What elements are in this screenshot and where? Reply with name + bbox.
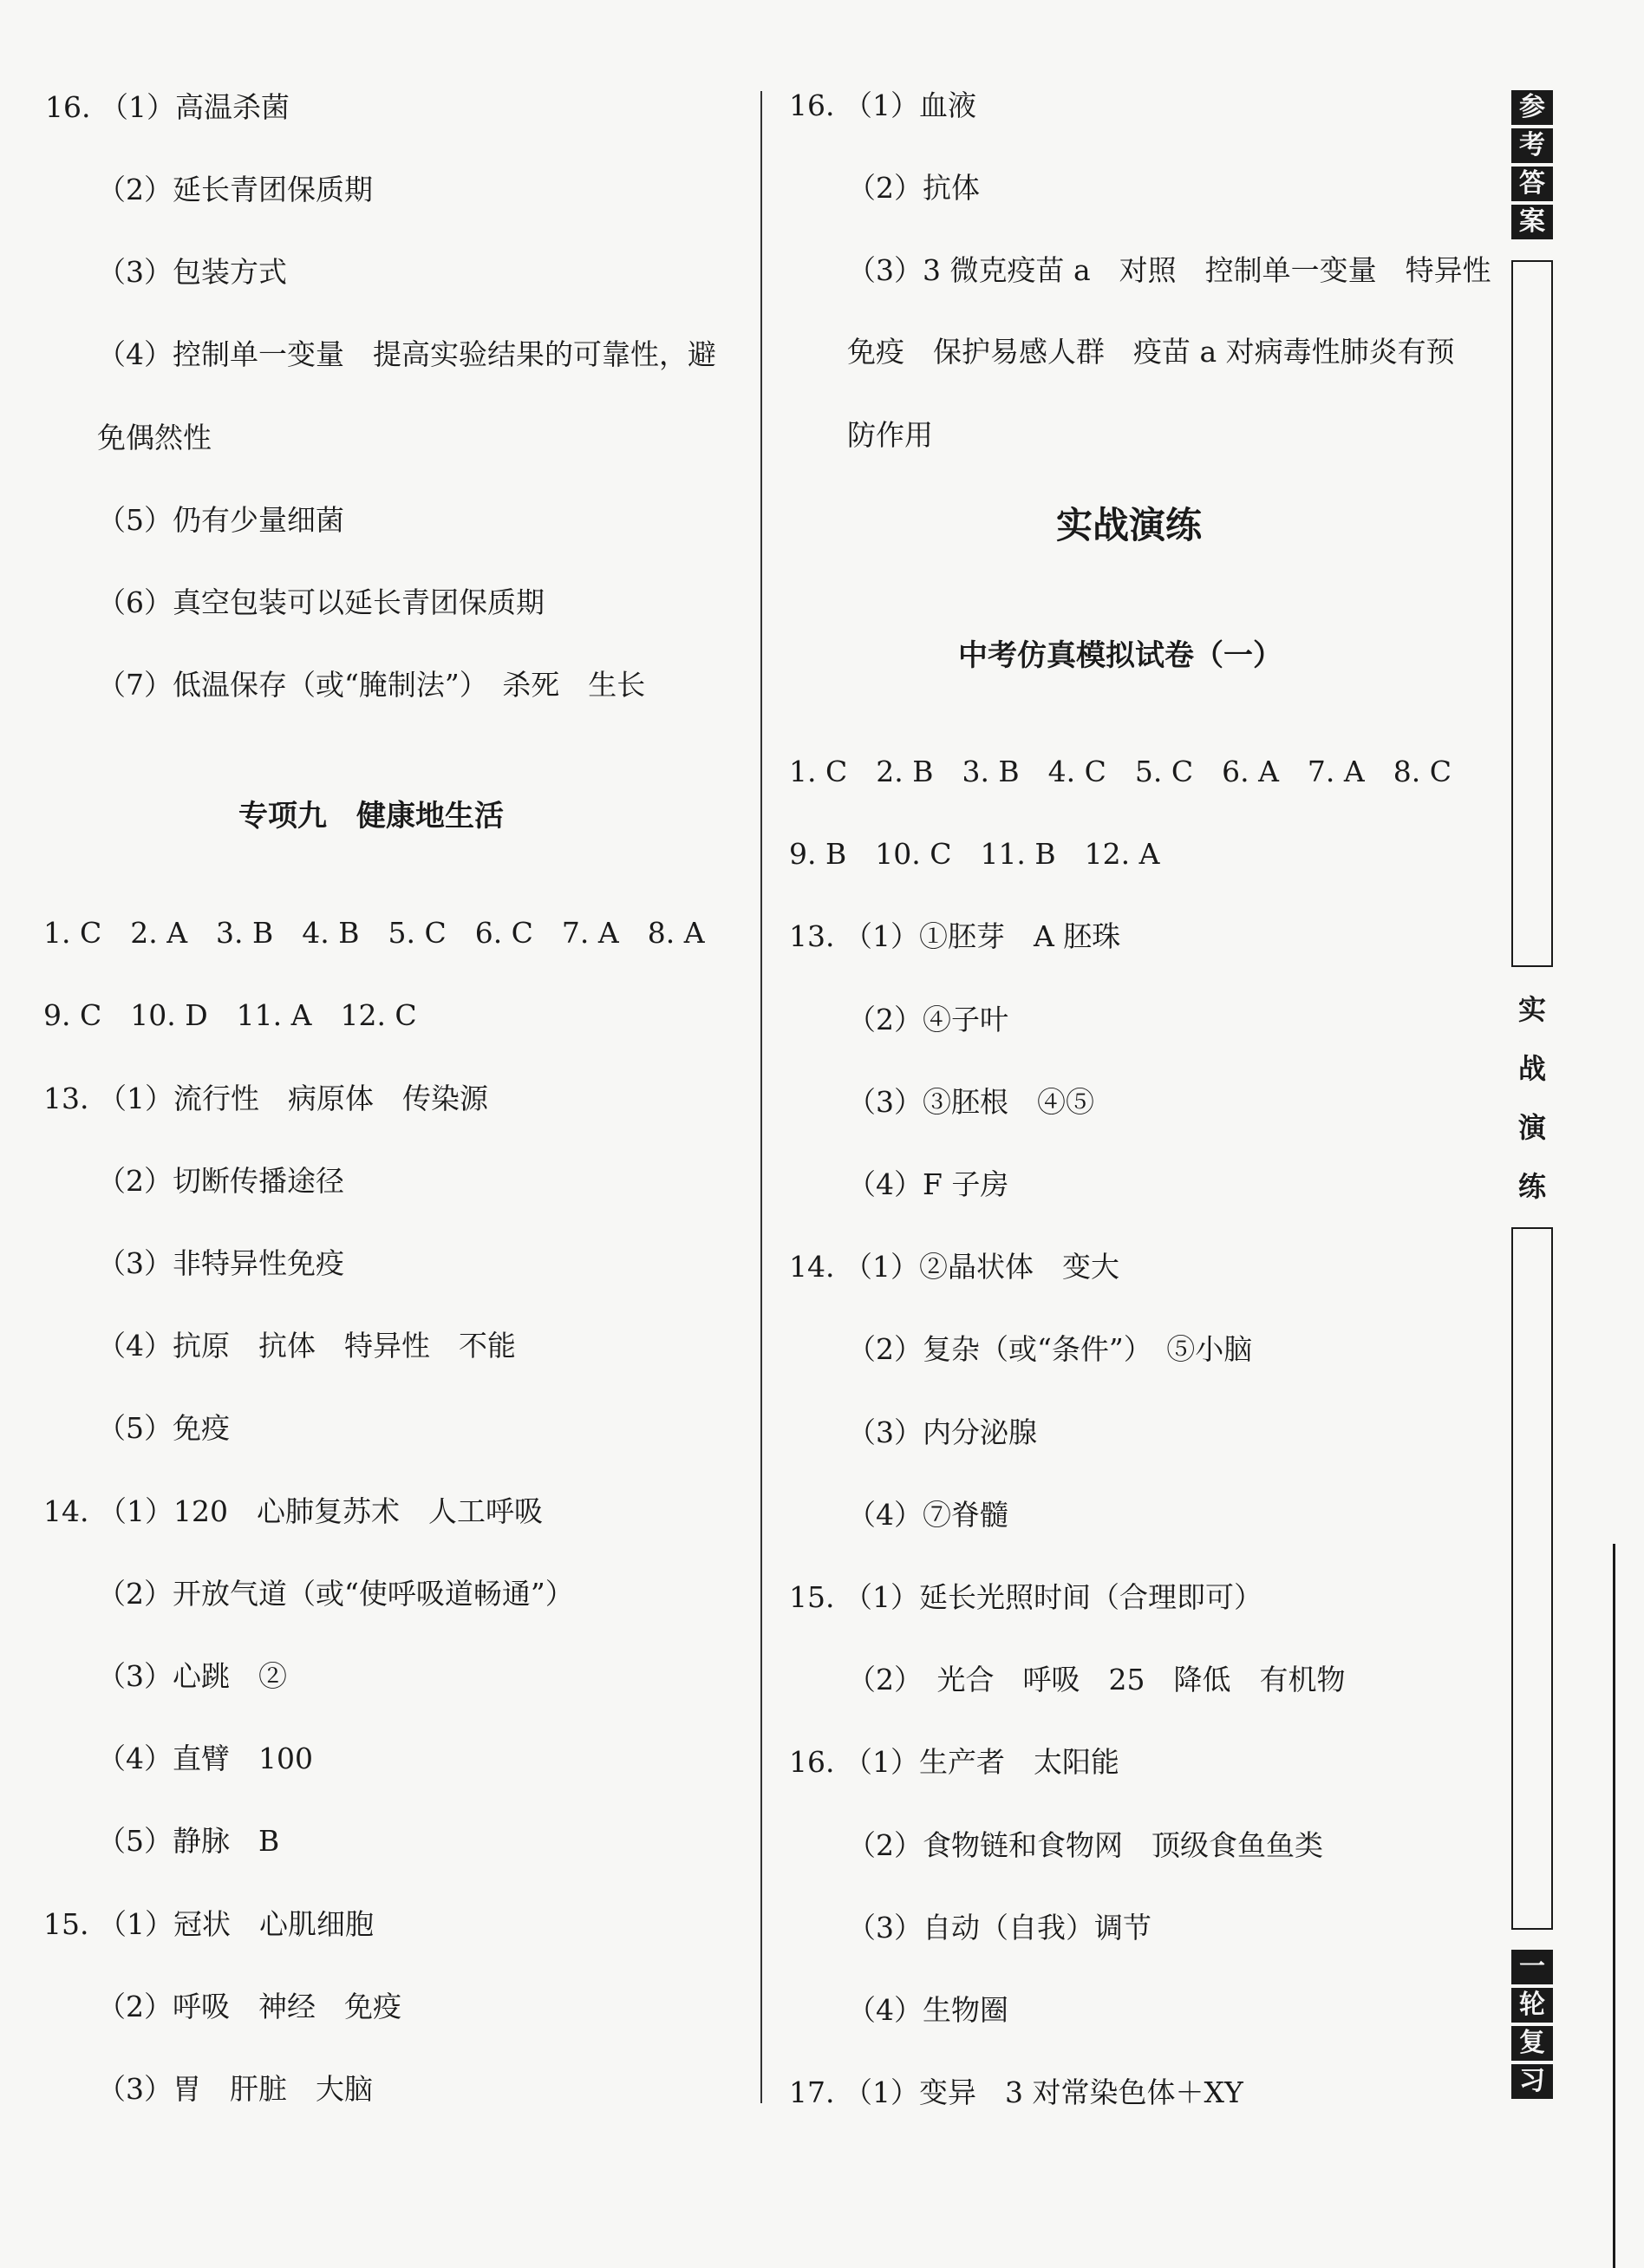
answer-line: （5）仍有少量细菌 [97, 503, 344, 537]
answer-line: 13. （1）①胚芽 A 胚珠 [789, 919, 1121, 953]
side-tab-char: 参 [1511, 90, 1553, 125]
answer-line: （4）直臂 100 [97, 1742, 313, 1775]
answer-line: 防作用 [847, 418, 933, 452]
answer-line: （3）内分泌腺 [847, 1415, 1037, 1449]
side-tab-frame [1511, 260, 1553, 967]
answer-line: （2）呼吸 神经 免疫 [97, 1990, 401, 2023]
answer-line: 免疫 保护易感人群 疫苗 a 对病毒性肺炎有预 [847, 335, 1455, 369]
answer-line: （2）抗体 [847, 171, 980, 205]
answer-line: 15. （1）延长光照时间（合理即可） [789, 1580, 1262, 1614]
answer-line: （3）心跳 ② [97, 1659, 287, 1693]
answer-line: （3）包装方式 [97, 255, 287, 289]
answer-line: （7）低温保存（或“腌制法”） 杀死 生长 [97, 668, 646, 702]
answer-line: 9. C 10. D 11. A 12. C [43, 998, 417, 1032]
side-tab-char: 轮 [1511, 1988, 1553, 2023]
answer-line: （3）自动（自我）调节 [847, 1911, 1151, 1944]
answer-line: 1. C 2. A 3. B 4. B 5. C 6. C 7. A 8. A [43, 916, 705, 950]
answer-line: （5）免疫 [97, 1411, 230, 1445]
answer-line: （6）真空包装可以延长青团保质期 [97, 585, 545, 619]
answer-line: 9. B 10. C 11. B 12. A [789, 837, 1160, 871]
answer-line: （3）胃 肝脏 大脑 [97, 2072, 373, 2106]
side-tab-char: 战 [1517, 1052, 1546, 1085]
side-tab-char: 考 [1511, 128, 1553, 163]
answer-line: （4）生物圈 [847, 1993, 1008, 2027]
answer-line: （3）③胚根 ④⑤ [847, 1085, 1094, 1119]
answer-line: 13. （1）流行性 病原体 传染源 [43, 1082, 488, 1115]
answer-line: （4）控制单一变量 提高实验结果的可靠性，避 [97, 337, 716, 371]
answer-line: （2）食物链和食物网 顶级食鱼鱼类 [847, 1828, 1323, 1862]
answer-line: （2）切断传播途径 [97, 1164, 344, 1198]
section-heading: 专项九 健康地生活 [238, 799, 504, 833]
answer-line: （4）⑦脊髓 [847, 1498, 1008, 1532]
column-divider [760, 91, 762, 2103]
answer-line: 17. （1）变异 3 对常染色体＋XY [789, 2075, 1243, 2109]
answer-line: 14. （1）②晶状体 变大 [789, 1250, 1119, 1284]
answer-line: （2）复杂（或“条件”） ⑤小脑 [847, 1332, 1253, 1366]
answer-line: 16. （1）高温杀菌 [45, 90, 290, 124]
side-tab-char: 复 [1511, 2026, 1553, 2061]
side-tab-char: 演 [1517, 1111, 1546, 1144]
answer-line: （5）静脉 B [97, 1824, 280, 1858]
side-tab-char: 答 [1511, 167, 1553, 201]
side-tab-char: 案 [1511, 205, 1553, 239]
answer-line: 14. （1）120 心肺复苏术 人工呼吸 [43, 1494, 543, 1528]
answer-line: （2） 光合 呼吸 25 降低 有机物 [847, 1663, 1346, 1696]
answer-line: （4）抗原 抗体 特异性 不能 [97, 1329, 516, 1363]
answer-line: 15. （1）冠状 心肌细胞 [43, 1907, 374, 1941]
answer-line: （4）F 子房 [847, 1167, 1009, 1201]
answer-line: （2）开放气道（或“使呼吸道畅通”） [97, 1577, 574, 1611]
side-tab-char: 一 [1511, 1950, 1553, 1984]
answer-line: 16. （1）生产者 太阳能 [789, 1745, 1119, 1779]
page-edge-line [1613, 1544, 1615, 2268]
answer-line: （2）延长青团保质期 [97, 173, 373, 206]
answer-line: 1. C 2. B 3. B 4. C 5. C 6. A 7. A 8. C [789, 755, 1452, 788]
side-tab-frame [1511, 1227, 1553, 1930]
side-tab-char: 实 [1517, 993, 1546, 1026]
side-tab-char: 习 [1511, 2064, 1553, 2099]
answer-line: （3）3 微克疫苗 a 对照 控制单一变量 特异性 [847, 253, 1491, 287]
side-tab-strip [1504, 0, 1644, 2268]
answer-line: （3）非特异性免疫 [97, 1246, 344, 1280]
answer-line: 免偶然性 [97, 421, 212, 454]
paper-title: 中考仿真模拟试卷（一） [958, 638, 1282, 673]
answer-line: 16. （1）血液 [789, 88, 976, 122]
answer-line: （2）④子叶 [847, 1003, 1008, 1036]
section-title: 实战演练 [1056, 504, 1203, 546]
side-tab-char: 练 [1517, 1170, 1546, 1203]
